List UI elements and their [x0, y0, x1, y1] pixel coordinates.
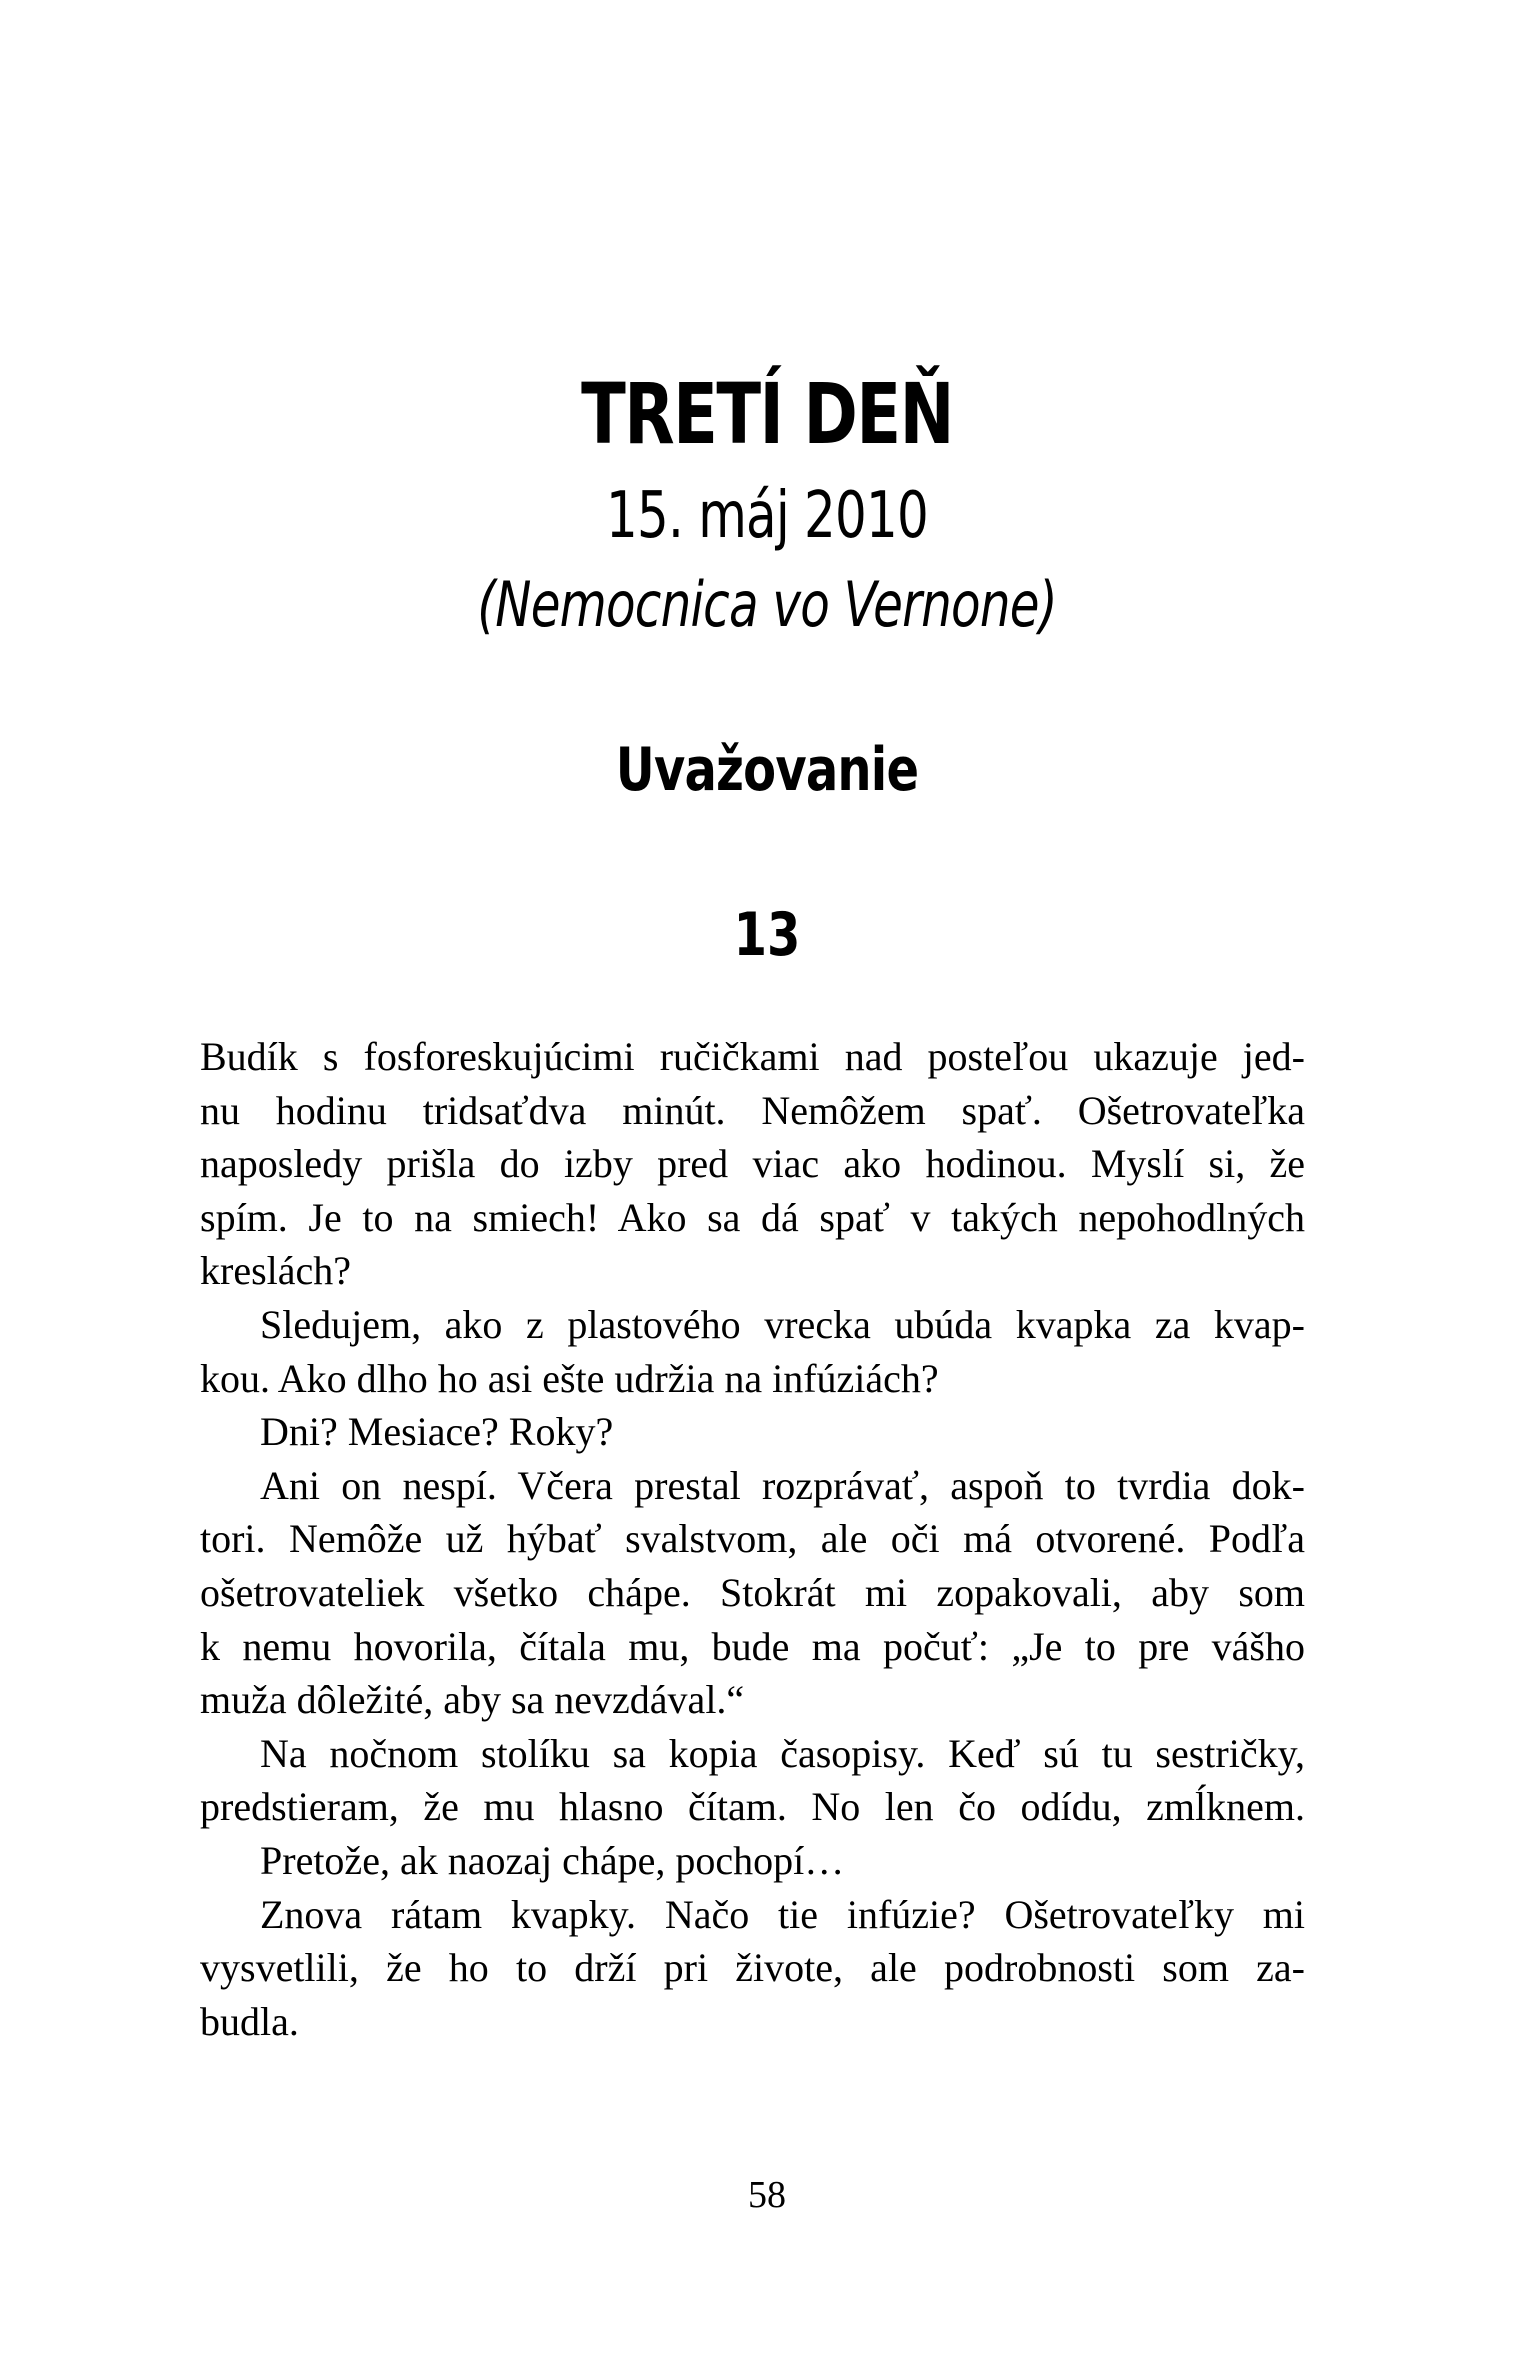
chapter-number: 13: [733, 900, 801, 970]
text-line: ošetrovateliek všetko chápe. Stokrát mi zopakovali, aby som: [200, 1569, 1305, 1615]
text-line: muža dôležité, aby sa nevzdával.“: [200, 1677, 745, 1723]
text-line: spím. Je to na smiech! Ako sa dá spať v takých nepohodlných: [200, 1194, 1305, 1240]
text-line: Znova rátam kvapky. Načo tie infúzie? Ošetrovateľky mi: [260, 1891, 1305, 1937]
text-line: Budík s fosforeskujúcimi ručičkami nad posteľou ukazuje jed-: [200, 1034, 1305, 1079]
text-line: Ani on nespí. Včera prestal rozprávať, aspoň to tvrdia dok-: [260, 1462, 1305, 1508]
text-line: nu hodinu tridsaťdva minút. Nemôžem spať. Ošetrovateľka: [200, 1087, 1305, 1133]
text-line: Sledujem, ako z plastového vrecka ubúda kvapka za kvap-: [260, 1301, 1305, 1347]
text-line: kreslách?: [200, 1248, 352, 1294]
date-subtitle: 15. máj 2010: [606, 479, 928, 553]
text-line: budla.: [200, 1998, 299, 2044]
page-number: 58: [748, 2174, 786, 2216]
text-line: k nemu hovorila, čítala mu, bude ma počuť: „Je to pre vášho: [200, 1623, 1305, 1669]
text-line: tori. Nemôže už hýbať svalstvom, ale oči má otvorené. Podľa: [200, 1516, 1305, 1562]
text-line: kou. Ako dlho ho asi ešte udržia na infúziách?: [200, 1355, 939, 1401]
body-text: [200, 1030, 1305, 2048]
text-line: Na nočnom stolíku sa kopia časopisy. Keď sú tu sestričky,: [260, 1730, 1305, 1776]
text-line: predstieram, že mu hlasno čítam. No len čo odídu, zmĺknem.: [200, 1784, 1305, 1830]
day-title: TRETÍ DEŇ: [581, 365, 953, 463]
text-line: Pretože, ak naozaj chápe, pochopí…: [260, 1837, 845, 1883]
text-line: Dni? Mesiace? Roky?: [260, 1409, 614, 1455]
section-title: Uvažovanie: [615, 735, 919, 805]
location-subtitle: (Nemocnica vo Vernone): [477, 568, 1057, 641]
text-line: naposledy prišla do izby pred viac ako hodinou. Myslí si, že: [200, 1141, 1305, 1187]
text-line: vysvetlili, že ho to drží pri živote, ale podrobnosti som za-: [200, 1945, 1305, 1991]
